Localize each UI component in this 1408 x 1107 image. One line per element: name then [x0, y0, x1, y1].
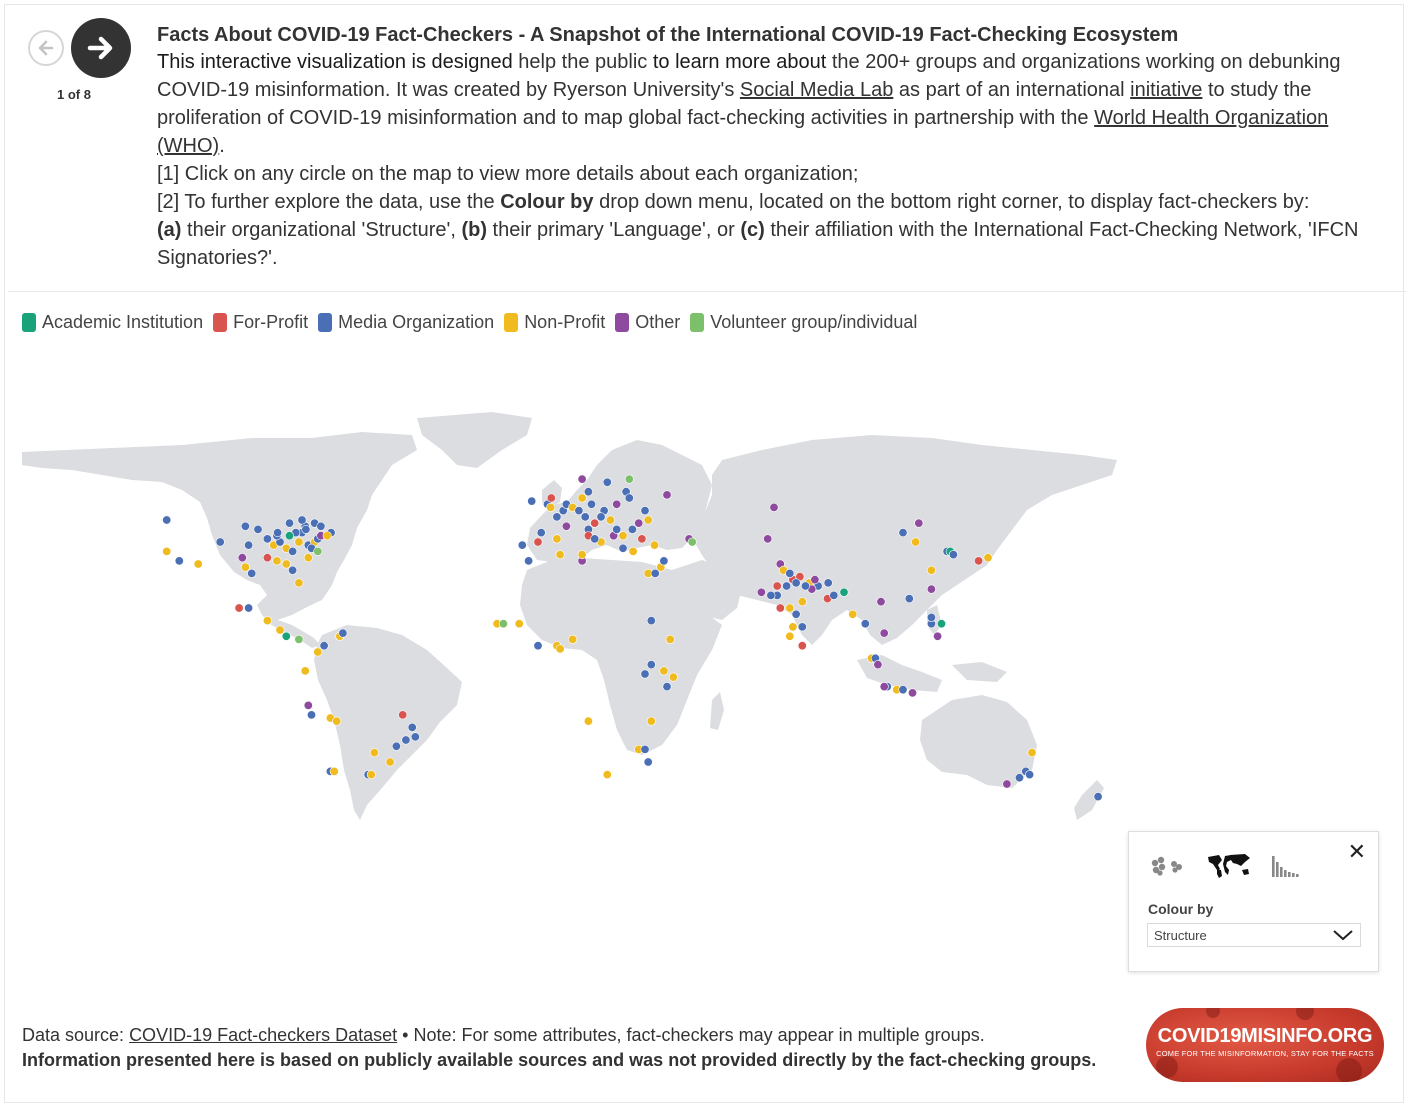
close-icon[interactable]: ✕: [1347, 839, 1366, 864]
fact-checker-dot[interactable]: [663, 682, 671, 690]
fact-checker-dot[interactable]: [553, 513, 561, 521]
option-b-label: (b): [461, 219, 487, 241]
view-control-panel: [1128, 831, 1379, 972]
option-a-label: (a): [157, 219, 182, 241]
fact-checker-dot[interactable]: [597, 513, 605, 521]
fact-checker-dot[interactable]: [248, 569, 256, 577]
fact-checker-dot[interactable]: [581, 513, 589, 521]
fact-checker-dot[interactable]: [367, 770, 375, 778]
fact-checker-dot[interactable]: [568, 635, 576, 643]
fact-checker-dot[interactable]: [556, 645, 564, 653]
intro-text-segment: This interactive visualization is designed: [157, 51, 513, 73]
fact-checker-dot[interactable]: [314, 648, 322, 656]
intro-paragraph: [157, 48, 1392, 160]
legend-item-volunteer[interactable]: [690, 312, 917, 333]
option-a-text: their organizational 'Structure',: [181, 219, 462, 241]
fact-checker-dot[interactable]: [518, 541, 526, 549]
fact-checker-dot[interactable]: [330, 767, 338, 775]
fact-checker-dot[interactable]: [874, 660, 882, 668]
legend: [22, 312, 927, 333]
footer: [22, 1023, 1096, 1073]
fact-checker-dot[interactable]: [175, 557, 183, 565]
fact-checker-dot[interactable]: [638, 535, 646, 543]
legend-label: Non-Profit: [524, 312, 606, 332]
fact-checker-dot[interactable]: [320, 642, 328, 650]
legend-swatch: [213, 313, 227, 332]
fact-checker-dot[interactable]: [298, 516, 306, 524]
instruction-step-2: [157, 188, 1392, 272]
fact-checker-dot[interactable]: [905, 594, 913, 602]
fact-checker-dot[interactable]: [304, 554, 312, 562]
fact-checker-dot[interactable]: [307, 711, 315, 719]
legend-swatch: [22, 313, 36, 332]
fact-checker-dot[interactable]: [546, 503, 554, 511]
fact-checker-dot[interactable]: [263, 535, 271, 543]
fact-checker-dot[interactable]: [660, 557, 668, 565]
legend-item-other[interactable]: [615, 312, 680, 333]
fact-checker-dot[interactable]: [830, 591, 838, 599]
intro-text-segment: as part of an international: [893, 79, 1131, 101]
instruction-segment: drop down menu, located on the bottom right corner, to display fact-checkers by:: [593, 191, 1310, 213]
fact-checker-dot[interactable]: [688, 538, 696, 546]
fact-checker-dot[interactable]: [625, 494, 633, 502]
logo-tagline: COME FOR THE MISINFORMATION, STAY FOR THE FACTS: [1156, 1049, 1374, 1058]
fact-checker-dot[interactable]: [524, 557, 532, 565]
fact-checker-dot[interactable]: [370, 748, 378, 756]
fact-checker-dot[interactable]: [798, 598, 806, 606]
intro-text-segment: help the public: [512, 51, 653, 73]
fact-checker-dot[interactable]: [949, 550, 957, 558]
source-note: • Note: For some attributes, fact-checkers may appear in multiple groups.: [397, 1025, 985, 1045]
fact-checker-dot[interactable]: [317, 522, 325, 530]
fact-checker-dot[interactable]: [786, 632, 794, 640]
fact-checker-dot[interactable]: [333, 717, 341, 725]
north-america-landmass: [22, 432, 417, 620]
legend-swatch: [690, 313, 704, 332]
intro-text: [157, 22, 1392, 272]
fact-checker-dot[interactable]: [408, 723, 416, 731]
fact-checker-dot[interactable]: [241, 563, 249, 571]
histogram-view-icon[interactable]: [1271, 854, 1301, 878]
fact-checker-dot[interactable]: [1025, 770, 1033, 778]
fact-checker-dot[interactable]: [254, 525, 262, 533]
land-masses: [22, 412, 1117, 820]
fact-checker-dot[interactable]: [757, 588, 765, 596]
arrow-left-icon: [37, 39, 55, 57]
source-prefix: Data source:: [22, 1025, 130, 1045]
fact-checker-dot[interactable]: [263, 554, 271, 562]
fact-checker-dot[interactable]: [629, 547, 637, 555]
legend-item-for-profit[interactable]: [213, 312, 308, 333]
fact-checker-dot[interactable]: [584, 717, 592, 725]
fact-checker-dot[interactable]: [635, 519, 643, 527]
fact-checker-dot[interactable]: [241, 522, 249, 530]
fact-checker-dot[interactable]: [587, 500, 595, 508]
fact-checker-dot[interactable]: [764, 535, 772, 543]
fact-checker-dot[interactable]: [295, 635, 303, 643]
virus-decoration-icon: [1296, 1008, 1314, 1020]
fact-checker-dot[interactable]: [798, 623, 806, 631]
fact-checker-dot[interactable]: [1003, 780, 1011, 788]
colour-by-dropdown[interactable]: [1147, 923, 1361, 947]
fact-checker-dot[interactable]: [244, 541, 252, 549]
fact-checker-dot[interactable]: [824, 579, 832, 587]
option-c-text: their affiliation with the International Fact-Checking Network, 'IFCN Signatories?'.: [157, 219, 1359, 269]
fact-checker-dot[interactable]: [984, 554, 992, 562]
covid19misinfo-logo[interactable]: [1146, 1008, 1384, 1082]
fact-checker-dot[interactable]: [285, 519, 293, 527]
fact-checker-dot[interactable]: [899, 528, 907, 536]
fact-checker-dot[interactable]: [801, 582, 809, 590]
fact-checker-dot[interactable]: [386, 758, 394, 766]
logo-title: COVID19MISINFO.ORG: [1157, 1025, 1373, 1047]
legend-label: For-Profit: [233, 312, 309, 332]
fact-checker-dot[interactable]: [534, 642, 542, 650]
fact-checker-dot[interactable]: [238, 554, 246, 562]
fact-checker-dot[interactable]: [314, 547, 322, 555]
fact-checker-dot[interactable]: [915, 519, 923, 527]
fact-checker-dot[interactable]: [880, 682, 888, 690]
colour-by-label: Colour by: [1148, 901, 1214, 917]
fact-checker-dot[interactable]: [798, 642, 806, 650]
intro-text-segment: to learn more about: [652, 51, 827, 73]
fact-checker-dot[interactable]: [295, 579, 303, 587]
fact-checker-dot[interactable]: [1094, 792, 1102, 800]
fact-checker-dot[interactable]: [603, 770, 611, 778]
fact-checker-dot[interactable]: [899, 686, 907, 694]
page-counter: 1 of 8: [57, 87, 91, 102]
fact-checker-dot[interactable]: [628, 525, 636, 533]
fact-checker-dot[interactable]: [591, 519, 599, 527]
fact-checker-dot[interactable]: [244, 604, 252, 612]
fact-checker-dot[interactable]: [782, 582, 790, 590]
fact-checker-dot[interactable]: [273, 528, 281, 536]
fact-checker-dot[interactable]: [792, 579, 800, 587]
fact-checker-dot[interactable]: [1015, 774, 1023, 782]
initiative-link[interactable]: initiative: [1130, 79, 1203, 101]
fact-checker-dot[interactable]: [282, 632, 290, 640]
instruction-segment: [2] To further explore the data, use the: [157, 191, 501, 213]
fact-checker-dot[interactable]: [908, 689, 916, 697]
fact-checker-dot[interactable]: [619, 532, 627, 540]
fact-checker-dot[interactable]: [933, 632, 941, 640]
fact-checker-dot[interactable]: [339, 629, 347, 637]
fact-checker-dot[interactable]: [650, 541, 658, 549]
colour-by-value: Structure: [1154, 927, 1207, 943]
fact-checker-dot[interactable]: [651, 569, 659, 577]
previous-slide-button[interactable]: [28, 30, 64, 66]
fact-checker-dot[interactable]: [534, 538, 542, 546]
fact-checker-dot[interactable]: [647, 616, 655, 624]
fact-checker-dot[interactable]: [273, 557, 281, 565]
fact-checker-dot[interactable]: [553, 535, 561, 543]
fact-checker-dot[interactable]: [641, 745, 649, 753]
fact-checker-dot[interactable]: [556, 550, 564, 558]
fact-checker-dot[interactable]: [304, 701, 312, 709]
fact-checker-dot[interactable]: [302, 525, 310, 533]
disclaimer: Information presented here is based on publicly available sources and was not provided directly by the fact-checking groups.: [22, 1050, 1097, 1070]
intro-text-segment: to study the proliferation of COVID-19 misinformation and to map global fact-checking activities in partnership with the: [157, 79, 1312, 129]
fact-checker-dot[interactable]: [163, 516, 171, 524]
social-media-lab-link[interactable]: Social Media Lab: [739, 79, 894, 101]
fact-checker-dot[interactable]: [578, 494, 586, 502]
who-link[interactable]: World Health Organization (WHO): [157, 107, 1329, 157]
legend-swatch: [615, 313, 629, 332]
fact-checker-dot[interactable]: [392, 742, 400, 750]
view-mode-selector: [1149, 852, 1321, 878]
virus-decoration-icon: [1336, 1058, 1362, 1082]
fact-checker-dot[interactable]: [666, 635, 674, 643]
fact-checker-dot[interactable]: [641, 670, 649, 678]
legend-label: Academic Institution: [42, 312, 204, 332]
fact-checker-dot[interactable]: [937, 620, 945, 628]
fact-checker-dot[interactable]: [911, 538, 919, 546]
fact-checker-dot[interactable]: [402, 736, 410, 744]
fact-checker-dot[interactable]: [606, 516, 614, 524]
fact-checker-dot[interactable]: [547, 494, 555, 502]
fact-checker-dot[interactable]: [974, 557, 982, 565]
fact-checker-dot[interactable]: [877, 598, 885, 606]
fact-checker-dot[interactable]: [578, 475, 586, 483]
fact-checker-dot[interactable]: [644, 758, 652, 766]
fact-checker-dot[interactable]: [235, 604, 243, 612]
arrow-right-icon: [86, 33, 116, 63]
chevron-down-icon: [1332, 929, 1354, 941]
fact-checker-dot[interactable]: [282, 560, 290, 568]
fact-checker-dot[interactable]: [647, 717, 655, 725]
fact-checker-dot[interactable]: [786, 569, 794, 577]
option-c-label: (c): [740, 219, 765, 241]
instruction-bold: Colour by: [500, 191, 594, 213]
fact-checker-dot[interactable]: [927, 613, 935, 621]
fact-checker-dot[interactable]: [789, 623, 797, 631]
fact-checker-dot[interactable]: [849, 610, 857, 618]
fact-checker-dot[interactable]: [669, 673, 677, 681]
next-slide-button[interactable]: [71, 18, 131, 78]
fact-checker-dot[interactable]: [776, 604, 784, 612]
fact-checker-dot[interactable]: [584, 488, 592, 496]
cluster-view-icon[interactable]: [1149, 854, 1187, 878]
fact-checker-dot[interactable]: [288, 566, 296, 574]
intro-text-segment: .: [219, 135, 225, 157]
fact-checker-dot[interactable]: [301, 667, 309, 675]
intro-text-segment: the 200+ groups and organizations working on debunking COVID-19 misinformation. It was created by Ryerson University's: [157, 51, 1341, 101]
fact-checker-dot[interactable]: [927, 585, 935, 593]
fact-checker-dot[interactable]: [619, 544, 627, 552]
fact-checker-dot[interactable]: [641, 506, 649, 514]
fact-checker-dot[interactable]: [575, 506, 583, 514]
fact-checker-dot[interactable]: [927, 566, 935, 574]
fact-checker-dot[interactable]: [792, 610, 800, 618]
world-map[interactable]: [22, 410, 1117, 850]
fact-checker-dot[interactable]: [399, 711, 407, 719]
legend-item-non-profit[interactable]: [504, 312, 605, 333]
fact-checker-dot[interactable]: [613, 525, 621, 533]
fact-checker-dot[interactable]: [515, 620, 523, 628]
fact-checker-dot[interactable]: [411, 733, 419, 741]
asia-landmass: [692, 435, 1117, 645]
data-source-line: [22, 1023, 1096, 1048]
fact-checker-dot[interactable]: [285, 532, 293, 540]
fact-checker-dot[interactable]: [163, 547, 171, 555]
legend-item-media[interactable]: [318, 312, 494, 333]
fact-checker-dot[interactable]: [811, 576, 819, 584]
madagascar-landmass: [710, 692, 724, 730]
dataset-link[interactable]: COVID-19 Fact-checkers Dataset: [129, 1025, 398, 1045]
legend-swatch: [318, 313, 332, 332]
fact-checker-dot[interactable]: [578, 550, 586, 558]
fact-checker-dot[interactable]: [840, 588, 848, 596]
fact-checker-dot[interactable]: [880, 629, 888, 637]
fact-checker-dot[interactable]: [216, 538, 224, 546]
fact-checker-dot[interactable]: [323, 532, 331, 540]
legend-label: Volunteer group/individual: [710, 312, 918, 332]
fact-checker-dot[interactable]: [499, 620, 507, 628]
map-view-icon[interactable]: [1207, 852, 1251, 878]
legend-swatch: [504, 313, 518, 332]
legend-item-academic[interactable]: [22, 312, 203, 333]
fact-checker-dot[interactable]: [276, 626, 284, 634]
fact-checker-dot[interactable]: [1028, 748, 1036, 756]
fact-checker-dot[interactable]: [625, 475, 633, 483]
fact-checker-dot[interactable]: [613, 500, 621, 508]
fact-checker-dot[interactable]: [663, 491, 671, 499]
legend-label: Other: [635, 312, 681, 332]
fact-checker-dot[interactable]: [660, 667, 668, 675]
header-divider: [8, 291, 1406, 292]
fact-checker-dot[interactable]: [786, 604, 794, 612]
fact-checker-dot[interactable]: [591, 535, 599, 543]
fact-checker-dot[interactable]: [603, 478, 611, 486]
legend-label: Media Organization: [338, 312, 495, 332]
fact-checker-dot[interactable]: [295, 538, 303, 546]
virus-decoration-icon: [1206, 1008, 1220, 1018]
fact-checker-dot[interactable]: [263, 616, 271, 624]
option-b-text: their primary 'Language', or: [487, 219, 741, 241]
fact-checker-dot[interactable]: [773, 582, 781, 590]
fact-checker-dot[interactable]: [528, 497, 536, 505]
fact-checker-dot[interactable]: [647, 660, 655, 668]
fact-checker-dot[interactable]: [537, 528, 545, 536]
fact-checker-dot[interactable]: [562, 522, 570, 530]
fact-checker-dot[interactable]: [288, 547, 296, 555]
fact-checker-dot[interactable]: [770, 503, 778, 511]
greenland-landmass: [417, 412, 532, 468]
virus-decoration-icon: [1156, 1056, 1178, 1078]
fact-checker-dot[interactable]: [861, 620, 869, 628]
instruction-step-1: [1] Click on any circle on the map to view more details about each organization;: [157, 163, 859, 185]
fact-checker-dot[interactable]: [194, 560, 202, 568]
page-title: Facts About COVID-19 Fact-Checkers - A Snapshot of the International COVID-19 Fact-Checking Ecosystem: [157, 24, 1179, 46]
fact-checker-dot[interactable]: [644, 516, 652, 524]
new-guinea-landmass: [952, 662, 1007, 682]
fact-checker-dot[interactable]: [767, 591, 775, 599]
world-map-svg[interactable]: [22, 410, 1117, 850]
